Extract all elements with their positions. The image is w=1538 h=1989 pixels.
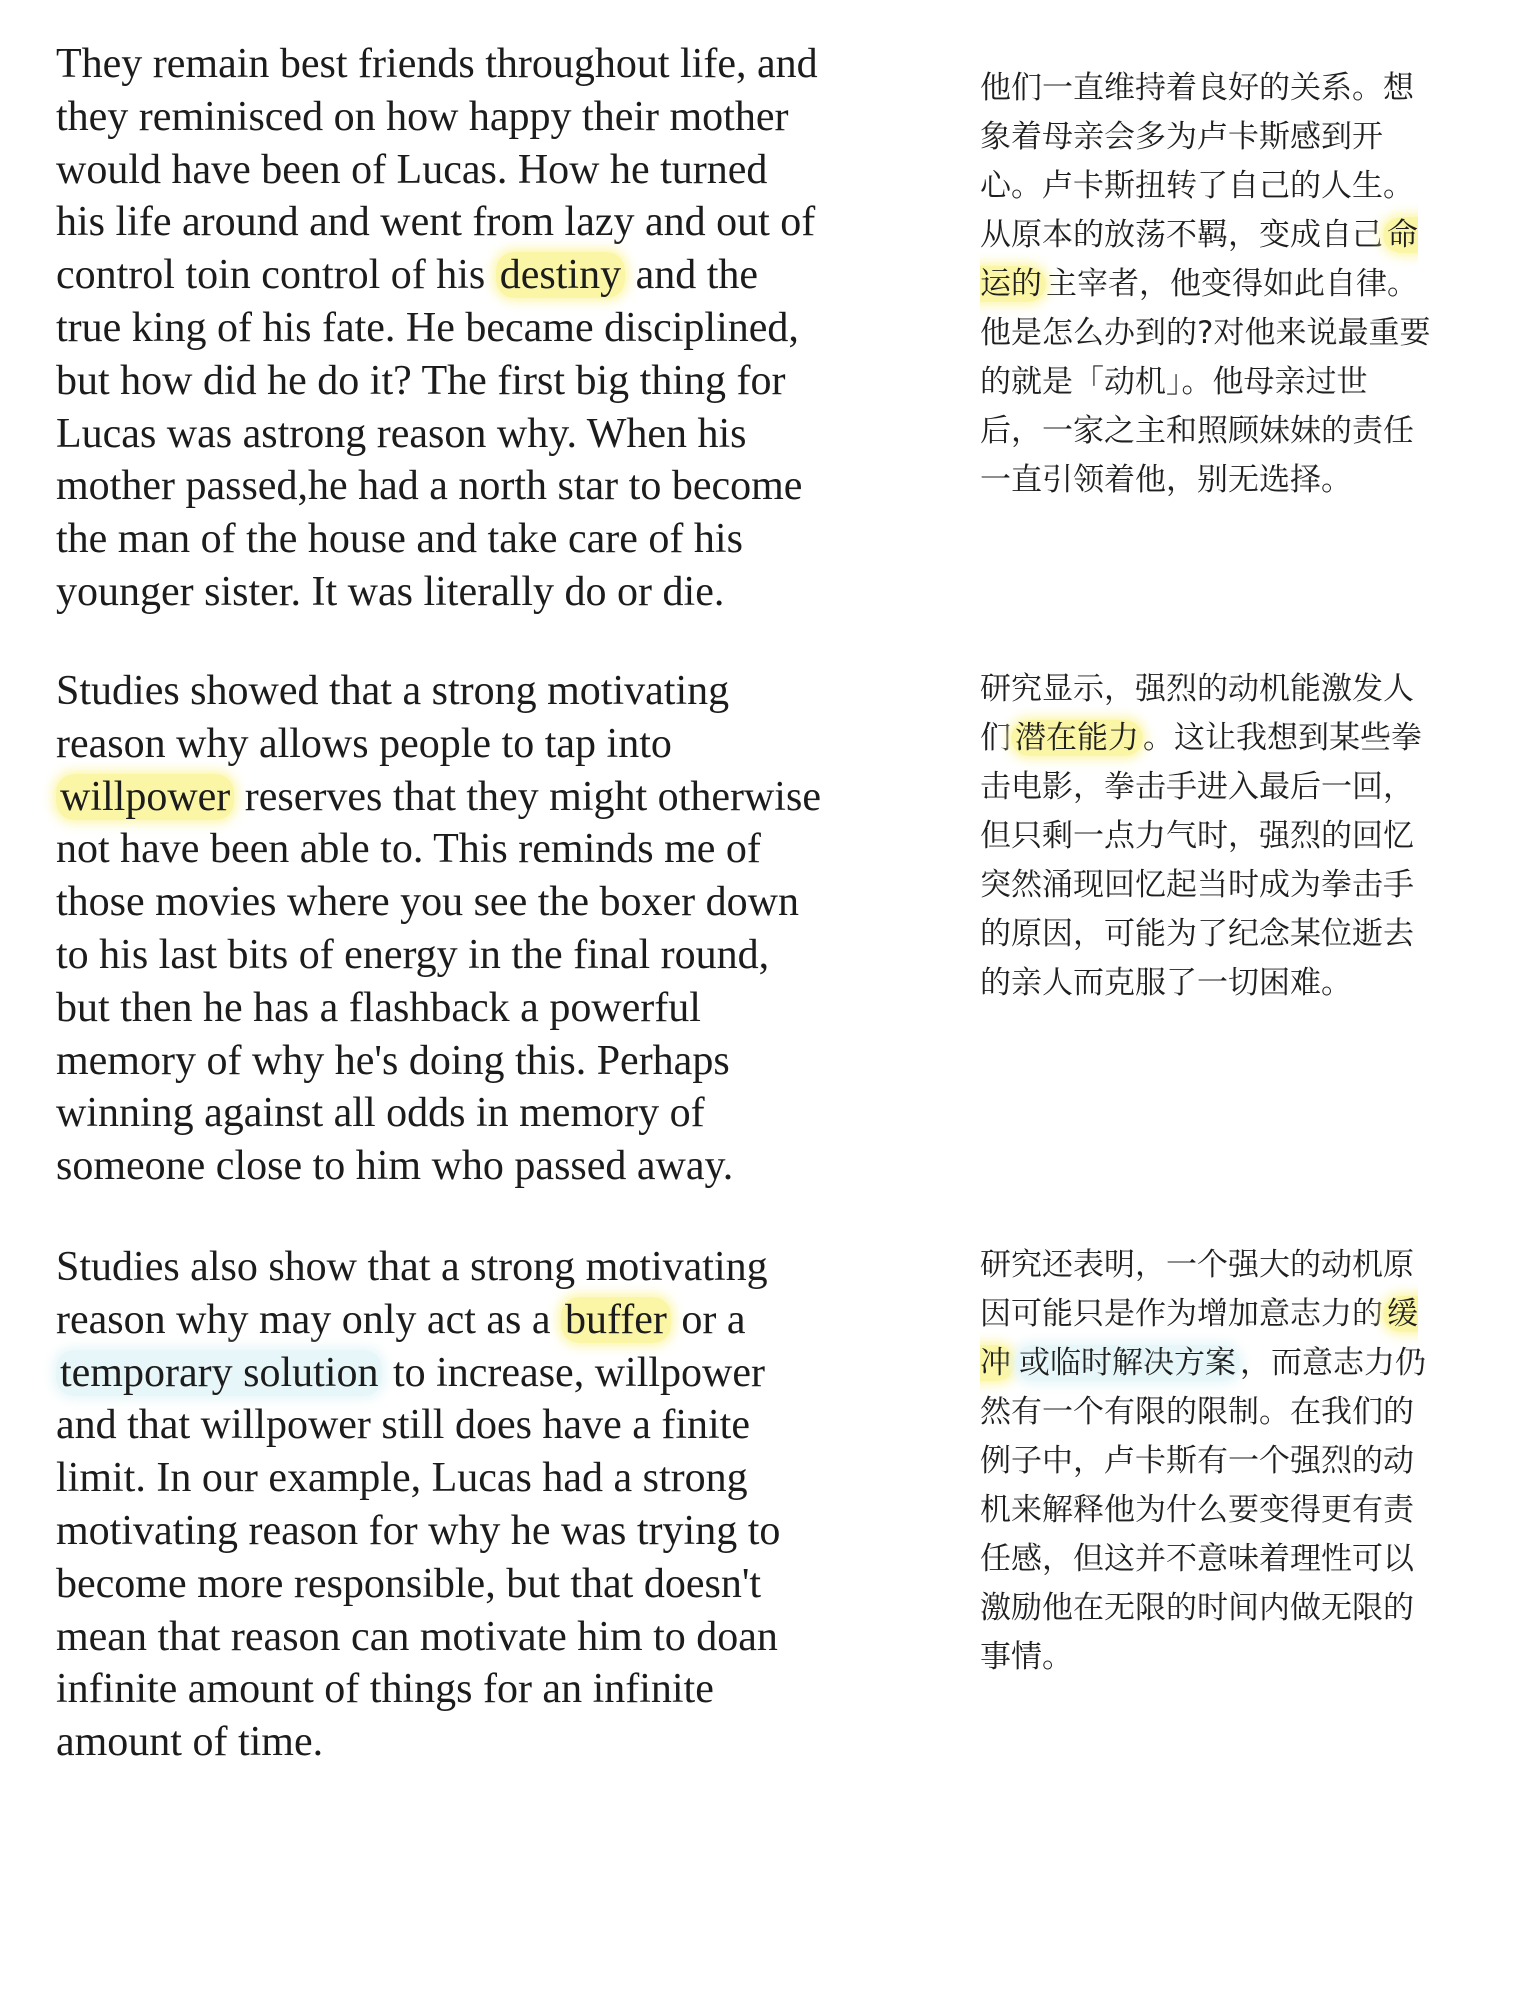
english-text: Studies also show that a strong motivating reason why may only act as a — [56, 1244, 768, 1343]
chinese-text: 研究还表明，一个强大的动机原 因可能只是作为增加意志力的 — [980, 1247, 1414, 1332]
chinese-paragraph-2 — [980, 665, 1500, 1008]
english-paragraph-2 — [56, 665, 916, 1193]
chinese-text: 。这让我想到某些拳 击电影，拳击手进入最后一回， 但只剩一点力气时，强烈的回忆 突然涌现回忆起当时成为拳击手 的原因，可能为了纪念某位逝去 的亲人而克服了一切困难。 — [980, 720, 1422, 1001]
english-text: to increase, willpower and that willpower still does have a finite limit. In our example, Lucas had a strong motivating reason for why he was trying to become more responsible, but that doesn't mean that reason can motivate him to doan infinite amount of things for an infinite amount of time. — [56, 1349, 781, 1766]
chinese-text: 他们一直维持着良好的关系。想 象着母亲会多为卢卡斯感到开 心。卢卡斯扭转了自己的人生。 从原本的放荡不羁，变成自己 — [980, 70, 1414, 253]
highlight-temporary-solution: temporary solution — [56, 1350, 382, 1396]
highlight-qianzai-nengli: 潜在能力 — [1011, 720, 1143, 756]
highlight-mingyun: 命 运的 — [980, 217, 1418, 302]
highlight-willpower: willpower — [56, 774, 234, 820]
highlight-destiny: destiny — [496, 252, 625, 298]
english-text: and the true king of his fate. He became disciplined, but how did he do it? The first big thing for Lucas was astrong reason why. When his mother passed,he had a north star to become the man of the house and take care of his younger sister. It was literally do or die. — [56, 252, 803, 615]
chinese-paragraph-1 — [980, 64, 1500, 505]
english-text: They remain best friends throughout life, and they reminisced on how happy their mother would have been of Lucas. How he turned his life around and went from lazy and out of control toin control of his — [56, 41, 818, 299]
english-text: Studies showed that a strong motivating reason why allows people to tap into — [56, 668, 730, 767]
highlight-linshi-jiejue-fangan: 或临时解决方案 — [1015, 1345, 1240, 1381]
english-paragraph-1 — [56, 38, 916, 619]
chinese-text: ，而意志力仍 然有一个有限的限制。在我们的 例子中，卢卡斯有一个强烈的动 机来解释他为什么要变得更有责 任感，但这并不意味着理性可以 激励他在无限的时间内做无限的 事情。 — [980, 1345, 1426, 1675]
chinese-text: 主宰者，他变得如此自律。 他是怎么办到的?对他来说最重要 的就是「动机」。他母亲过世 后，一家之主和照顾妹妹的责任 一直引领着他，别无选择。 — [980, 266, 1431, 498]
english-paragraph-3 — [56, 1241, 916, 1769]
english-text: or a — [681, 1296, 746, 1343]
highlight-huanchong: 缓 冲 — [980, 1296, 1418, 1381]
chinese-paragraph-3 — [980, 1241, 1500, 1682]
english-text: reserves that they might otherwise not have been able to. This reminds me of those movies where you see the boxer down to his last bits of energy in the final round, but then he has a flashback a powerful memory of why he's doing this. Perhaps winning against all odds in memory of someone close to him who passed away. — [56, 773, 821, 1190]
chinese-text: 研究显示，强烈的动机能激发人 们 — [980, 671, 1414, 756]
highlight-buffer: buffer — [561, 1297, 671, 1343]
